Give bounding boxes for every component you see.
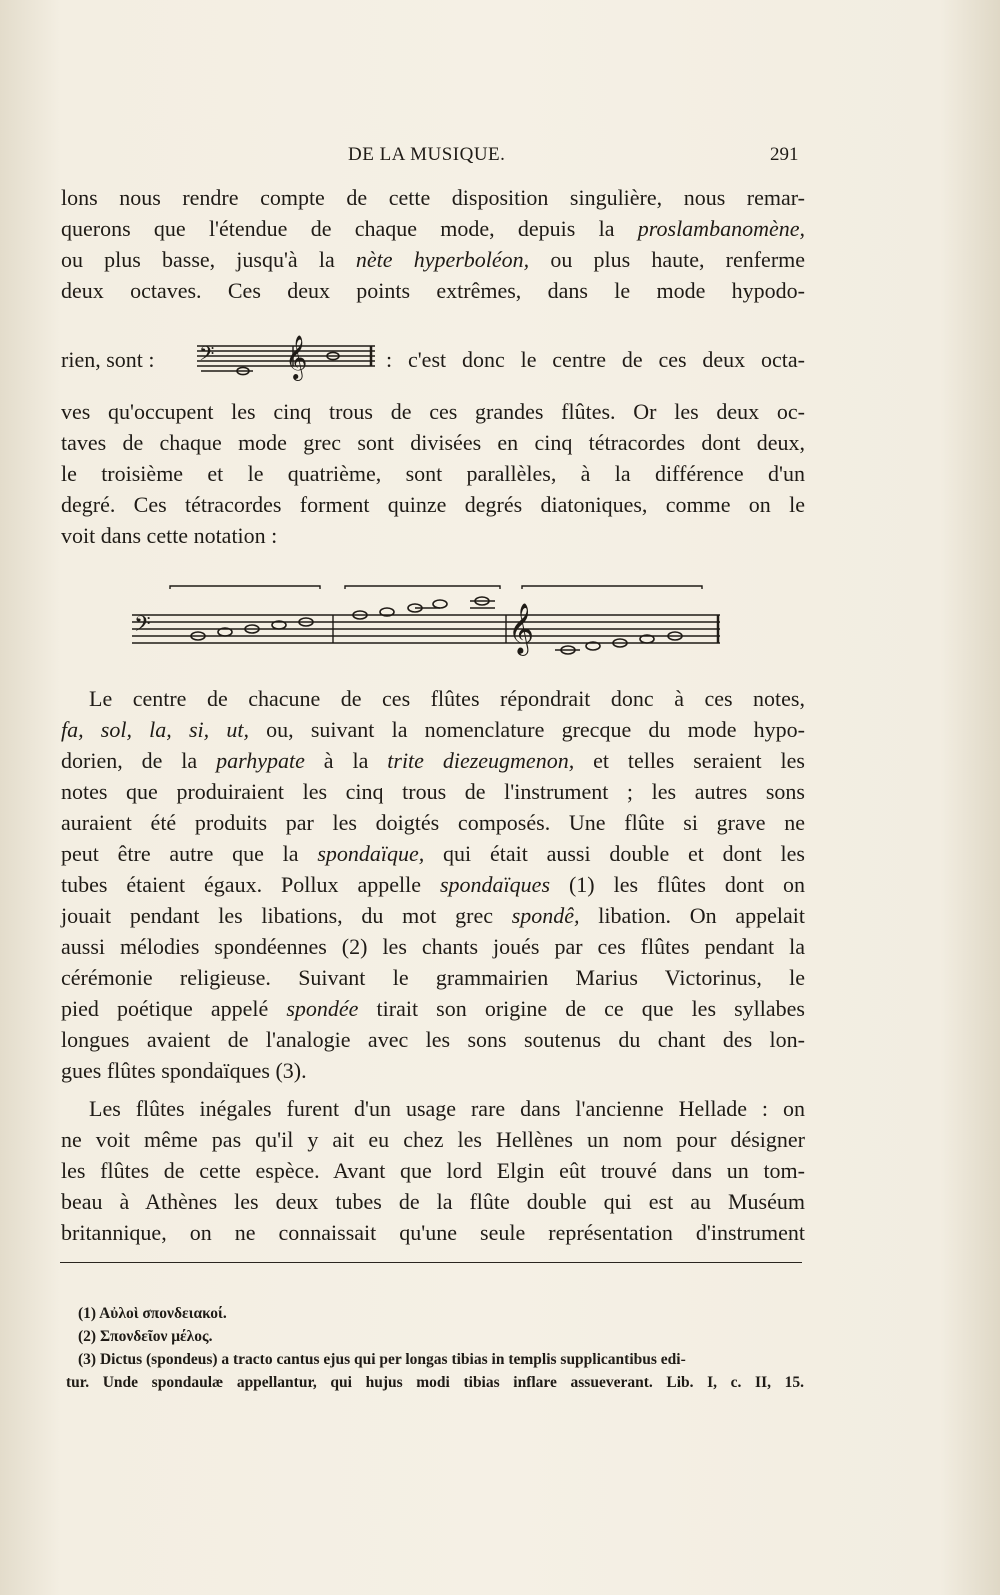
text-line: : c'est donc le centre de ces deux octa- [386,347,805,372]
text-line: Les flûtes inégales furent d'un usage rare dans l'ancienne Hellade : on [89,1096,805,1121]
running-title: DE LA MUSIQUE. [348,144,506,165]
footnote-1: (1) Αὐλοὶ σπονδειακοί. [78,1305,227,1322]
paragraph-4 [61,1093,805,1248]
text-line: taves de chaque mode grec sont divisées en cinq tétracordes dont deux, [61,430,805,455]
paragraph-1 [61,182,805,306]
text-line: voit dans cette notation : [61,523,278,548]
bass-clef-icon: 𝄢 [199,342,215,370]
footnote-3-continued: tur. Unde spondaulæ appellantur, qui hujus modi tibias inflare assueverant. Lib. I, c. II, 15. [66,1374,804,1391]
music-staff-small [193,324,379,392]
text-line: rien, sont : [61,347,155,372]
footnote-divider [60,1262,802,1263]
text-line: auraient été produits par les doigtés composés. Une flûte si grave ne [61,810,805,835]
footnotes [66,1302,804,1394]
text-line: querons que l'étendue de chaque mode, depuis la proslambanomène, [61,216,805,241]
text-line: le troisième et le quatrième, sont parallèles, à la différence d'un [61,461,805,486]
text-line: Le centre de chacune de ces flûtes répondrait donc à ces notes, [89,686,805,711]
text-line: longues avaient de l'analogie avec les sons soutenus du chant des lon- [61,1027,805,1052]
text-line: ne voit même pas qu'il y ait eu chez les Hellènes un nom pour désigner [61,1127,805,1152]
treble-clef-icon: 𝄞 [508,603,535,654]
text-line: deux octaves. Ces deux points extrêmes, dans le mode hypodo- [61,278,805,303]
text-line: notes que produiraient les cinq trous de l'instrument ; les autres sons [61,779,805,804]
text-line: aussi mélodies spondéennes (2) les chants joués par ces flûtes pendant la [61,934,805,959]
text-line: cérémonie religieuse. Suivant le grammairien Marius Victorinus, le [61,965,805,990]
text-line: lons nous rendre compte de cette disposition singulière, nous remar- [61,185,805,210]
page-number: 291 [770,144,799,165]
text-line: les flûtes de cette espèce. Avant que lord Elgin eût trouvé dans un tom- [61,1158,805,1183]
text-line: peut être autre que la spondaïque, qui était aussi double et dont les [61,841,805,866]
music-notation-fifteen-degrees [130,575,730,675]
bass-clef-icon: 𝄢 [134,612,151,642]
text-line: jouait pendant les libations, du mot grec spondê, libation. On appelait [61,903,805,928]
text-line: ves qu'occupent les cinq trous de ces grandes flûtes. Or les deux oc- [61,399,805,424]
text-line: beau à Athènes les deux tubes de la flûte double qui est au Muséum [61,1189,805,1214]
text-line: pied poétique appelé spondée tirait son origine de ce que les syllabes [61,996,805,1021]
treble-clef-icon: 𝄞 [285,335,308,379]
text-line: fa, sol, la, si, ut, ou, suivant la nomenclature grecque du mode hypo- [61,717,805,742]
page-header [0,144,1000,172]
text-line: britannique, on ne connaissait qu'une seule représentation d'instrument [61,1220,805,1245]
paragraph-3 [61,683,805,1086]
text-line: gues flûtes spondaïques (3). [61,1058,307,1083]
inline-notation-line [61,335,805,384]
text-line: ou plus basse, jusqu'à la nète hyperboléon, ou plus haute, renferme [61,247,806,272]
text-line: degré. Ces tétracordes forment quinze degrés diatoniques, comme on le [61,492,805,517]
text-line: tubes étaient égaux. Pollux appelle spondaïques (1) les flûtes dont on [61,872,805,897]
paragraph-2 [61,396,805,551]
footnote-3: (3) Dictus (spondeus) a tracto cantus ejus qui per longas tibias in templis supplicantibus edi- [78,1351,686,1368]
text-line: dorien, de la parhypate à la trite diezeugmenon, et telles seraient les [61,748,805,773]
footnote-2: (2) Σπονδεῖον μέλος. [78,1328,213,1345]
